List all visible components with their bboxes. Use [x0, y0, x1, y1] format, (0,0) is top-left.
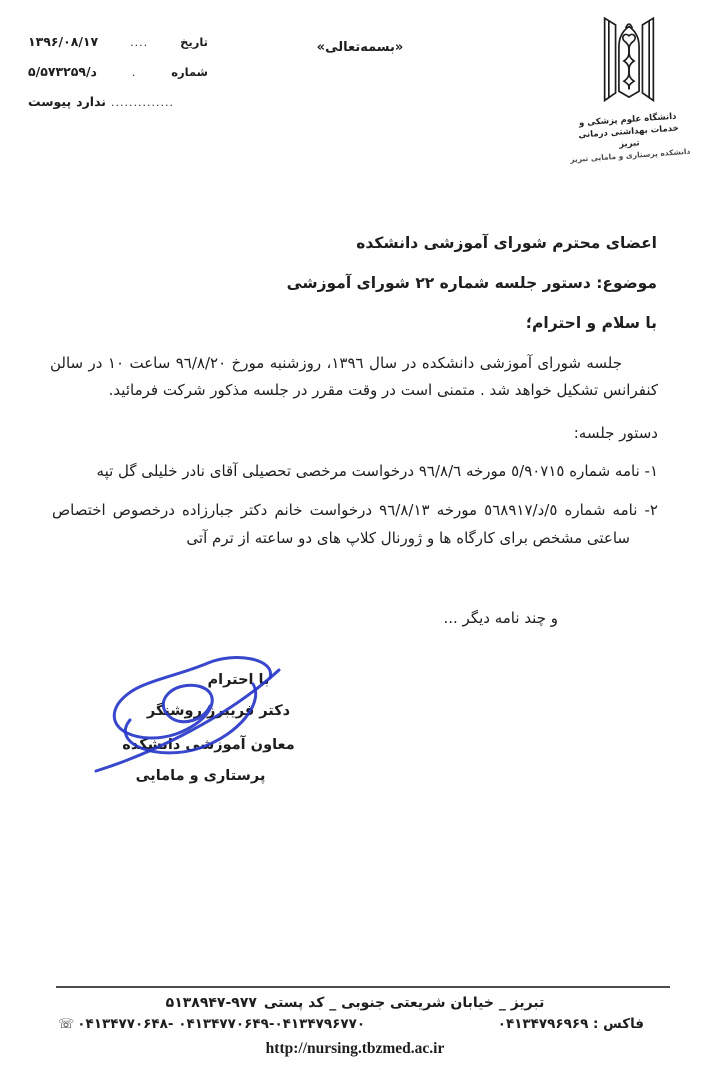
footer-divider — [56, 986, 670, 988]
signatory-title-line2: پرستاری و مامایی — [135, 768, 266, 784]
fax-machine-icon: ☏ — [58, 1017, 75, 1032]
logo-captions — [566, 110, 691, 166]
recipient-heading: اعضای محترم شورای آموزشی دانشکده — [356, 234, 657, 252]
agenda-item-2-letter-number: ٥/د/٥٦٨٩١٧ — [484, 501, 558, 519]
postal-code: ۵۱۳۸۹۴۷-۹۷۷ — [165, 995, 257, 1011]
salutation-line: با سلام و احترام؛ — [525, 314, 657, 332]
attachment-dotted-line: .............. — [110, 96, 174, 109]
agenda-item-2-rest: مورخه ٩٦/٨/١٣ درخواست خانم دکتر جبارزاده درخصوص اختصاص ساعتی مشخص برای کارگاه ها و ژورنال کلاپ های دو ساعته از ترم آتی — [52, 501, 630, 547]
date-value: ۱۳۹۶/۰۸/۱۷ — [28, 34, 99, 49]
logo-caption-line2: خدمات بهداشتی درمانی تبریز — [578, 123, 680, 150]
fax-number: فاکس : ۰۴۱۳۴۷۹۶۹۶۹ — [497, 1016, 644, 1032]
number-label: شماره — [171, 65, 208, 79]
meta-number-row — [28, 64, 208, 94]
logo-caption-line3: دانشکده پرستاری و مامایی تبریز — [569, 146, 691, 165]
besmele-text: «بسمه‌تعالی» — [316, 40, 404, 55]
meta-date-row — [28, 34, 208, 64]
footer-address-line — [0, 995, 710, 1011]
university-logo — [568, 10, 691, 165]
letter-number-value: ۵/د/۵۷۳۲۵۹ — [28, 64, 97, 79]
phone-numbers-group — [58, 1016, 365, 1032]
agenda-items — [52, 458, 658, 552]
agenda-item-1 — [52, 458, 658, 485]
signatory-title-line1: معاون آموزشی دانشکده — [122, 737, 295, 753]
date-label: تاریخ — [180, 35, 208, 49]
date-dotted-line: .... — [130, 36, 149, 49]
address-text: تبریز _ خیابان شریعتی جنوبی _ کد پستی — [263, 995, 545, 1011]
phone-numbers: ۰۴۱۳۴۷۷۰۶۴۸- ۰۴۱۳۴۷۷۰۶۴۹-۰۴۱۳۴۷۹۶۷۷۰ — [77, 1016, 366, 1032]
university-emblem-icon — [587, 10, 671, 112]
more-letters-note: و چند نامه دیگر ... — [443, 609, 558, 627]
footer-phone-line — [58, 1016, 644, 1032]
agenda-label: دستور جلسه: — [573, 424, 658, 442]
signature-respect: با احترام — [207, 672, 270, 688]
subject-line: موضوع: دستور جلسه شماره ٢٢ شورای آموزشی — [286, 274, 657, 292]
body-paragraph: جلسه شورای آموزشی دانشکده در سال ١٣٩٦، روزشنبه مورخ ٩٦/٨/٢٠ ساعت ١٠ در سالن کنفرانس تشکیل خواهد شد . متمنی است در وقت مقرر در جلسه مذکور شرکت فرمائید. — [50, 354, 658, 399]
signature-scribble — [72, 650, 297, 785]
agenda-item-2 — [52, 496, 658, 552]
agenda-item-2-prefix: ٢- نامه شماره — [557, 501, 658, 519]
attachment-value: ندارد — [76, 94, 106, 109]
letter-meta-block — [28, 34, 208, 124]
attachment-label: پیوست — [28, 94, 72, 109]
agenda-item-1-text: ١- نامه شماره ٥/٩٠٧١٥ مورخه ٩٦/٨/٦ درخواست مرخصی تحصیلی آقای نادر خلیلی گل تپه — [96, 462, 658, 480]
logo-caption-line1: دانشگاه علوم پزشکی و — [578, 111, 677, 129]
meta-attachment-row — [28, 94, 208, 124]
website-url: http://nursing.tbzmed.ac.ir — [265, 1040, 445, 1057]
number-dotted-line: . — [131, 66, 137, 79]
signatory-name: دکتر فریبرز روشنگر — [146, 703, 291, 719]
